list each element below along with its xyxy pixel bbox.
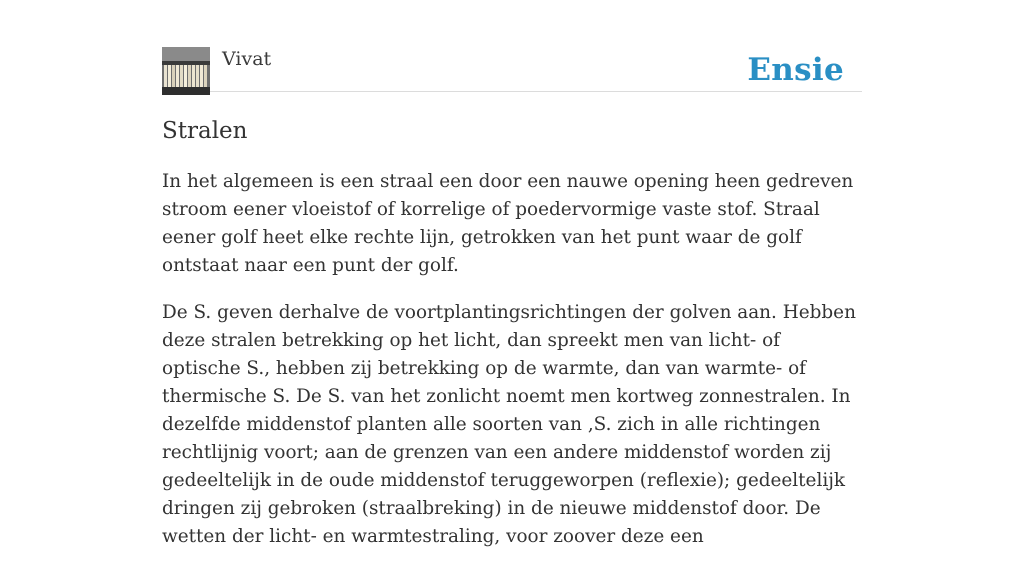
page-container xyxy=(162,0,862,547)
ensie-logo[interactable]: Ensie xyxy=(747,52,844,88)
article-title: Stralen xyxy=(162,118,248,144)
article-header xyxy=(162,0,862,92)
article-paragraph: In het algemeen is een straal een door een nauwe opening heen gedreven stroom eener vloeistof of korrelige of poedervormige vaste stof. Straal eener golf heet elke rechte lijn, getrokken van het punt waar de golf ontstaat naar een punt der golf. xyxy=(162,171,854,276)
article-body xyxy=(162,168,862,570)
author-avatar[interactable] xyxy=(162,47,210,95)
books-avatar-icon xyxy=(162,47,210,95)
article-paragraph: De S. geven derhalve de voortplantingsrichtingen der golven aan. Hebben deze stralen betrekking op het licht, dan spreekt men van licht- of optische S., hebben zij betrekking op de warmte, dan van warmte- of thermische S. De S. van het zonlicht noemt men kortweg zonnestralen. In dezelfde middenstof planten alle soorten van ,S. zich in alle richtingen rechtlijnig voort; aan de grenzen van een andere middenstof worden zij gedeeltelijk in de oude middenstof teruggeworpen (reflexie); gedeeltelijk dringen zij gebroken (straalbreking) in de nieuwe middenstof door. De wetten der licht- en warmtestraling, voor zoover deze een xyxy=(162,302,856,547)
author-name[interactable]: Vivat xyxy=(222,48,272,70)
